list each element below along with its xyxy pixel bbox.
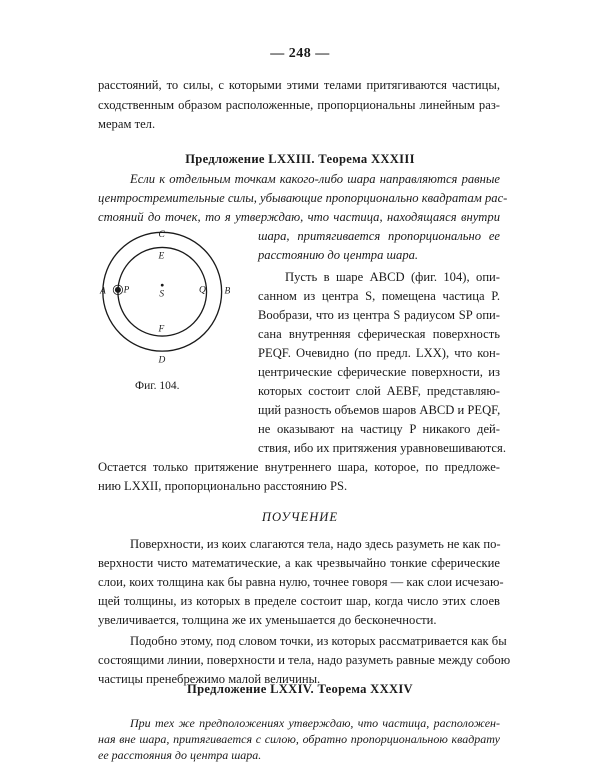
scholium-line: Подобно этому, под словом точки, из которых рассматривается как бы — [130, 634, 507, 648]
scholium-line: состоящими линии, поверхности и тела, надо разуметь равные между собою — [98, 653, 511, 667]
particle-p-dot — [115, 287, 121, 293]
statement-line: расстоянию до центра шара. — [258, 248, 419, 262]
label-c: C — [158, 230, 165, 241]
scholium-line: Поверхности, из коих слагаются тела, надо здесь разуметь не как по- — [130, 537, 501, 551]
proof-line: PEQF. Очевидно (по предл. LXX), что кон- — [258, 346, 500, 360]
label-s: S — [159, 289, 165, 300]
proof-line: сана внутренняя сферическая поверхность — [258, 327, 500, 341]
figure-caption: Фиг. 104. — [135, 380, 180, 392]
scholium-line: верхности чисто математические, а как чрезвычайно тонкие сферические — [98, 556, 500, 570]
proof-line: нию LXXII, пропорционально расстоянию PS. — [98, 479, 348, 493]
proposition-73-heading: Предложение LXXIII. Теорема XXXIII — [185, 152, 415, 166]
statement-line: центростремительные силы, убывающие пропорционально квадратам рас- — [98, 191, 508, 205]
text-line: мерам тел. — [98, 117, 156, 131]
label-e: E — [158, 251, 165, 262]
label-d: D — [158, 355, 166, 366]
proof-line: не оказывают на частицу P никакого дей- — [258, 422, 500, 436]
text-line: расстояний, то силы, с которыми этими телами притягиваются частицы, — [98, 78, 500, 92]
label-b: B — [224, 286, 231, 297]
proof-line: Пусть в шаре ABCD (фиг. 104), опи- — [285, 270, 500, 284]
label-p: P — [123, 285, 130, 296]
statement-line: шара, притягивается пропорционально ее — [258, 229, 500, 243]
proof-line: которых состоит слой AEBF, представляю- — [258, 384, 500, 398]
proof-line: Вообрази, что из центра S радиусом SP опи- — [258, 308, 500, 322]
statement-line: Если к отдельным точкам какого-либо шара направляются равные — [130, 172, 500, 186]
proof-line: центрические сферические поверхности, из — [258, 365, 500, 379]
proposition-74-statement-line: При тех же предположениях утверждаю, что частица, расположен- — [130, 716, 500, 730]
scholium-line: щей толщины, из которых в пределе состоит шар, когда число этих слоев — [98, 594, 500, 608]
proof-line: санном из центра S, помещена частица P. — [258, 289, 500, 303]
proposition-74-heading: Предложение LXXIV. Теорема XXXIV — [187, 682, 413, 696]
proof-line: ствия, ибо их притяжения уравновешиваются. — [258, 441, 506, 455]
label-q: Q — [199, 285, 206, 296]
proof-line: Остается только притяжение внутреннего шара, которое, по предложе- — [98, 460, 500, 474]
center-s-dot — [161, 284, 164, 287]
proposition-74-statement-line: ная вне шара, притягивается с силою, обратно пропорциональною квадрату — [98, 732, 500, 746]
proposition-74-statement-line: ее расстояния до центра шара. — [98, 748, 262, 762]
label-a: A — [100, 286, 106, 297]
scholium-line: частицы пренебрежимо малой величины. — [98, 672, 321, 686]
scholium-line: слои, коих толщина как бы равна нулю, точнее говоря — как слои исчезаю- — [98, 575, 504, 589]
scholium-line: увеличивается, толщина же их уменьшается до бесконечности. — [98, 613, 437, 627]
proof-line: щий разность объемов шаров ABCD и PEQF, — [258, 403, 501, 417]
label-f: F — [158, 324, 165, 335]
text-line: сходственным образом расположенные, пропорциональны линейным раз- — [98, 97, 500, 112]
scholium-heading: ПОУЧЕНИЕ — [261, 510, 339, 524]
figure-104 — [100, 230, 232, 370]
statement-line: стояний до точек, то я утверждаю, что частица, находящаяся внутри — [98, 210, 500, 224]
page-number: — 248 — — [270, 46, 330, 61]
